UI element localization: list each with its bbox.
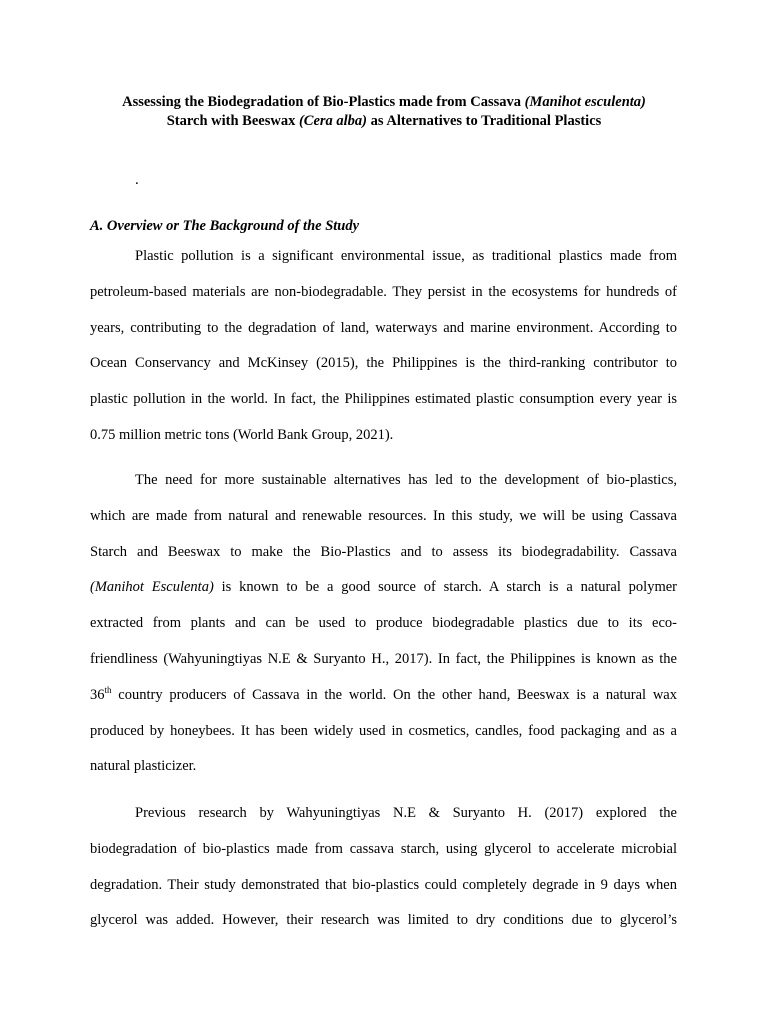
paragraph-3-line: degradation. Their study demonstrated that bio-plastics could completely degrade in 9 days when xyxy=(90,876,677,893)
paragraph-1-line: Ocean Conservancy and McKinsey (2015), the Philippines is the third-ranking contributor to xyxy=(90,355,677,372)
rank-number: 36 xyxy=(90,686,105,703)
section-heading: A. Overview or The Background of the Study xyxy=(90,218,360,234)
scientific-name-cassava: (Manihot Esculenta) xyxy=(90,579,214,596)
paragraph-1 xyxy=(90,239,677,454)
title-line-2 xyxy=(90,112,678,131)
document-title xyxy=(90,93,678,131)
paragraph-3-line: Previous research by Wahyuningtiyas N.E & Suryanto H. (2017) explored the xyxy=(135,805,677,821)
paragraph-3 xyxy=(90,796,677,939)
paragraph-2-line: The need for more sustainable alternatives has led to the development of bio-plastics, xyxy=(135,472,677,488)
title-scientific-name-cassava: (Manihot esculenta) xyxy=(524,94,646,110)
paragraph-2-line: natural plasticizer. xyxy=(90,758,197,775)
paragraph-3-line: glycerol was added. However, their research was limited to dry conditions due to glycerol’s xyxy=(90,912,677,929)
paragraph-1-line: petroleum-based materials are non-biodegradable. They persist in the ecosystems for hundreds of xyxy=(90,283,677,300)
title-line-1 xyxy=(90,93,678,112)
paragraph-2-line: extracted from plants and can be used to produce biodegradable plastics due to its eco- xyxy=(90,615,677,632)
title-line-1-text: Assessing the Biodegradation of Bio-Plastics made from Cassava xyxy=(122,94,525,110)
paragraph-1-line: years, contributing to the degradation of land, waterways and marine environment. According to xyxy=(90,319,677,336)
paragraph-3-line: biodegradation of bio-plastics made from cassava starch, using glycerol to accelerate microbial xyxy=(90,840,677,857)
paragraph-2-line xyxy=(90,570,677,606)
title-scientific-name-beeswax: (Cera alba) xyxy=(298,113,368,129)
paragraph-2-line-text: country producers of Cassava in the world. On the other hand, Beeswax is a natural wax xyxy=(111,686,677,703)
paragraph-2-line: which are made from natural and renewable resources. In this study, we will be using Cassava xyxy=(90,507,677,524)
paragraph-2-line-text: is known to be a good source of starch. A starch is a natural polymer xyxy=(213,579,677,596)
paragraph-1-line: Plastic pollution is a significant environmental issue, as traditional plastics made from xyxy=(135,248,677,264)
paragraph-2 xyxy=(90,463,677,785)
paragraph-1-line: plastic pollution in the world. In fact, the Philippines estimated plastic consumption every year is xyxy=(90,391,677,408)
title-line-2-post: as Alternatives to Traditional Plastics xyxy=(367,113,602,129)
ordinal-suffix: th xyxy=(104,684,112,695)
paragraph-2-line: friendliness (Wahyuningtiyas N.E & Suryanto H., 2017). In fact, the Philippines is known as the xyxy=(90,650,677,667)
paragraph-2-line xyxy=(90,678,677,714)
paragraph-2-line: produced by honeybees. It has been widely used in cosmetics, candles, food packaging and as a xyxy=(90,722,677,739)
paragraph-1-line: 0.75 million metric tons (World Bank Group, 2021). xyxy=(90,426,394,443)
title-line-2-pre: Starch with Beeswax xyxy=(166,113,299,129)
paragraph-2-line: Starch and Beeswax to make the Bio-Plastics and to assess its biodegradability. Cassava xyxy=(90,543,677,560)
stray-dot: . xyxy=(135,172,139,188)
